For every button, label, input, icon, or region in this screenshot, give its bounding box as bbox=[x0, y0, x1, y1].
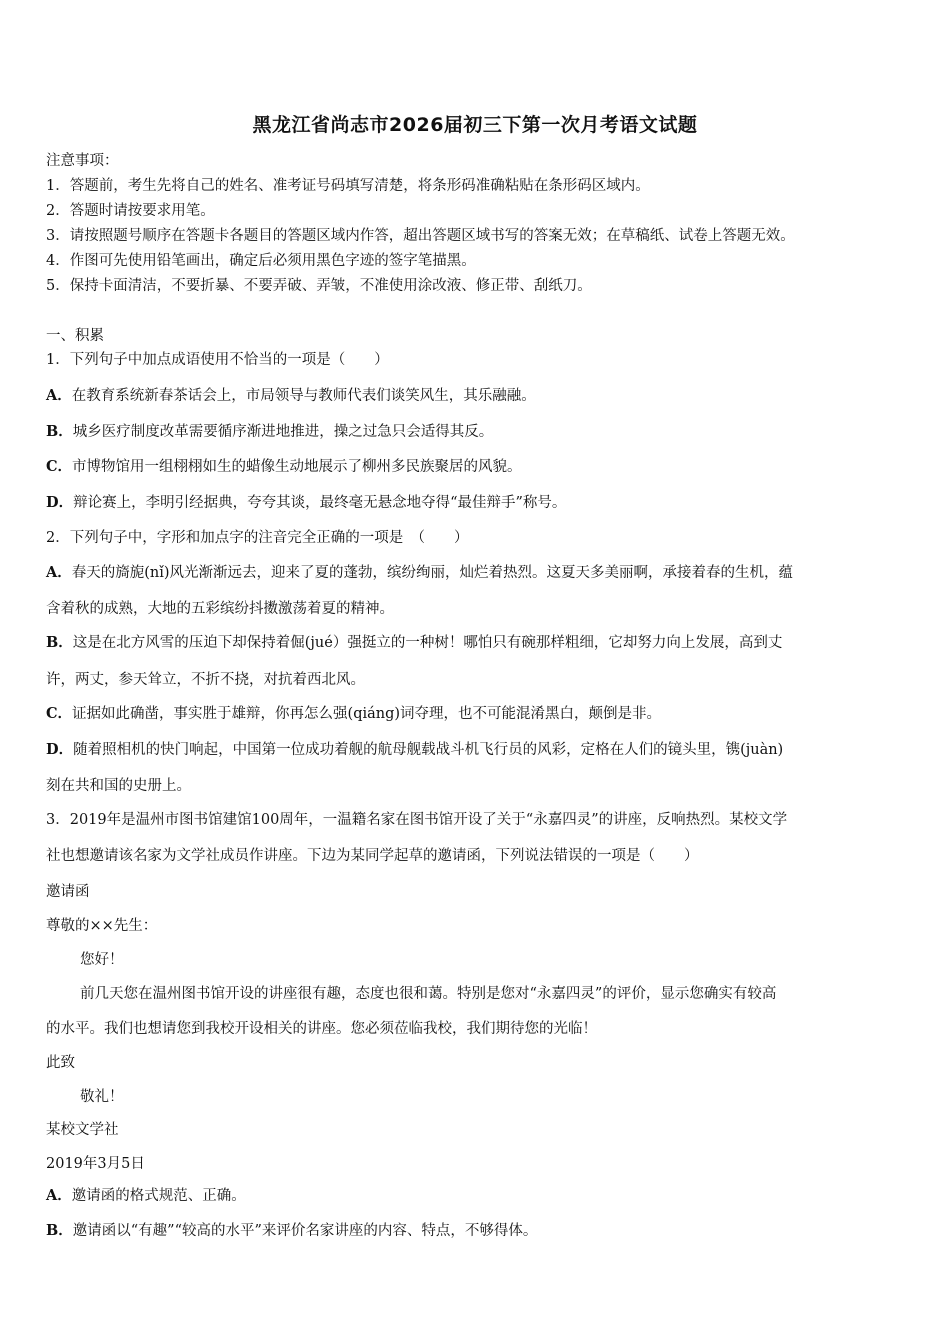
option-label: A． bbox=[46, 564, 72, 581]
notice-item: 4．作图可先使用铅笔画出，确定后必须用黑色字迹的签字笔描黑。 bbox=[46, 253, 476, 269]
letter-signature: 某校文学社 bbox=[46, 1122, 119, 1138]
option-text: 随着照相机的快门响起，中国第一位成功着舰的航母舰载战斗机飞行员的风彩，定格在人们的镜头里，镌(juàn) bbox=[73, 742, 784, 758]
q2-option-d bbox=[46, 740, 783, 760]
letter-body-cont: 的水平。我们也想请您到我校开设相关的讲座。您必须莅临我校，我们期待您的光临！ bbox=[46, 1021, 597, 1037]
page-title: 黑龙江省尚志市2026届初三下第一次月考语文试题 bbox=[252, 114, 698, 136]
option-label: C． bbox=[46, 458, 73, 475]
q2-option-a-cont: 含着秋的成熟，大地的五彩缤纷抖擞激荡着夏的精神。 bbox=[46, 601, 394, 617]
option-text: 证据如此确凿，事实胜于雄辩，你再怎么强(qiáng)词夺理，也不可能混淆黑白，颠倒是非。 bbox=[72, 706, 662, 722]
option-label: D． bbox=[46, 741, 74, 758]
letter-closing: 此致 bbox=[46, 1055, 75, 1071]
letter-greeting: 您好！ bbox=[80, 952, 124, 968]
option-label: A． bbox=[46, 387, 72, 404]
q2-stem: 2．下列句子中，字形和加点字的注音完全正确的一项是 （ ） bbox=[46, 530, 469, 546]
letter-regards: 敬礼！ bbox=[80, 1089, 124, 1105]
letter-salutation: 尊敬的××先生： bbox=[46, 918, 158, 934]
option-label: D． bbox=[46, 494, 74, 511]
option-text: 这是在北方风雪的压迫下却保持着倔(jué）强挺立的一种树！哪怕只有碗那样粗细，它却努力向上发展，高到丈 bbox=[72, 635, 783, 651]
letter-heading: 邀请函 bbox=[46, 884, 90, 900]
option-label: C． bbox=[46, 705, 73, 722]
notice-item: 5．保持卡面清洁，不要折暴、不要弄破、弄皱，不准使用涂改液、修正带、刮纸刀。 bbox=[46, 278, 592, 294]
notice-item: 3．请按照题号顺序在答题卡各题目的答题区域内作答，超出答题区域书写的答案无效；在草稿纸、试卷上答题无效。 bbox=[46, 228, 795, 244]
letter-body: 前几天您在温州图书馆开设的讲座很有趣，态度也很和蔼。特别是您对“永嘉四灵”的评价，显示您确实有较高 bbox=[80, 986, 777, 1002]
option-label: B． bbox=[46, 423, 73, 440]
option-text: 市博物馆用一组栩栩如生的蜡像生动地展示了柳州多民族聚居的风貌。 bbox=[72, 459, 522, 475]
notice-item: 2．答题时请按要求用笔。 bbox=[46, 203, 215, 219]
option-label: B． bbox=[46, 1222, 73, 1239]
option-text: 邀请函以“有趣”“较高的水平”来评价名家讲座的内容、特点，不够得体。 bbox=[72, 1223, 538, 1239]
option-text: 城乡医疗制度改革需要循序渐进地推进，操之过急只会适得其反。 bbox=[72, 424, 494, 440]
q2-option-b-cont: 许，两丈，参天耸立，不折不挠，对抗着西北风。 bbox=[46, 672, 365, 688]
q2-option-b bbox=[46, 633, 782, 653]
option-label: A． bbox=[46, 1187, 72, 1204]
q1-stem: 1．下列句子中加点成语使用不恰当的一项是（ ） bbox=[46, 352, 389, 368]
option-text: 在教育系统新春茶话会上，市局领导与教师代表们谈笑风生，其乐融融。 bbox=[71, 388, 536, 404]
option-text: 邀请函的格式规范、正确。 bbox=[71, 1188, 246, 1204]
q3-stem-cont: 社也想邀请该名家为文学社成员作讲座。下边为某同学起草的邀请函，下列说法错误的一项是（ ） bbox=[46, 848, 699, 864]
q3-option-b bbox=[46, 1221, 537, 1241]
q3-option-a bbox=[46, 1186, 246, 1206]
q2-option-c bbox=[46, 704, 661, 724]
option-text: 春天的旖旎(nǐ)风光渐渐远去，迎来了夏的蓬勃，缤纷绚丽，灿烂着热烈。这夏天多美丽啊，承接着春的生机，蕴 bbox=[71, 565, 794, 581]
letter-date: 2019年3月5日 bbox=[46, 1156, 145, 1172]
q1-option-a bbox=[46, 386, 536, 406]
q1-option-b bbox=[46, 422, 493, 442]
q2-option-d-cont: 刻在共和国的史册上。 bbox=[46, 778, 191, 794]
option-label: B． bbox=[46, 634, 73, 651]
q1-option-d bbox=[46, 493, 566, 513]
option-text: 辩论赛上，李明引经据典，夸夸其谈，最终毫无悬念地夺得“最佳辩手”称号。 bbox=[73, 495, 567, 511]
q2-option-a bbox=[46, 563, 793, 583]
q1-option-c bbox=[46, 457, 522, 477]
notice-item: 1．答题前，考生先将自己的姓名、准考证号码填写清楚，将条形码准确粘贴在条形码区域内。 bbox=[46, 178, 650, 194]
notice-heading: 注意事项： bbox=[46, 153, 119, 169]
q3-stem: 3．2019年是温州市图书馆建馆100周年，一温籍名家在图书馆开设了关于“永嘉四灵”的讲座，反响热烈。某校文学 bbox=[46, 812, 788, 828]
section-heading: 一、积累 bbox=[46, 328, 104, 344]
